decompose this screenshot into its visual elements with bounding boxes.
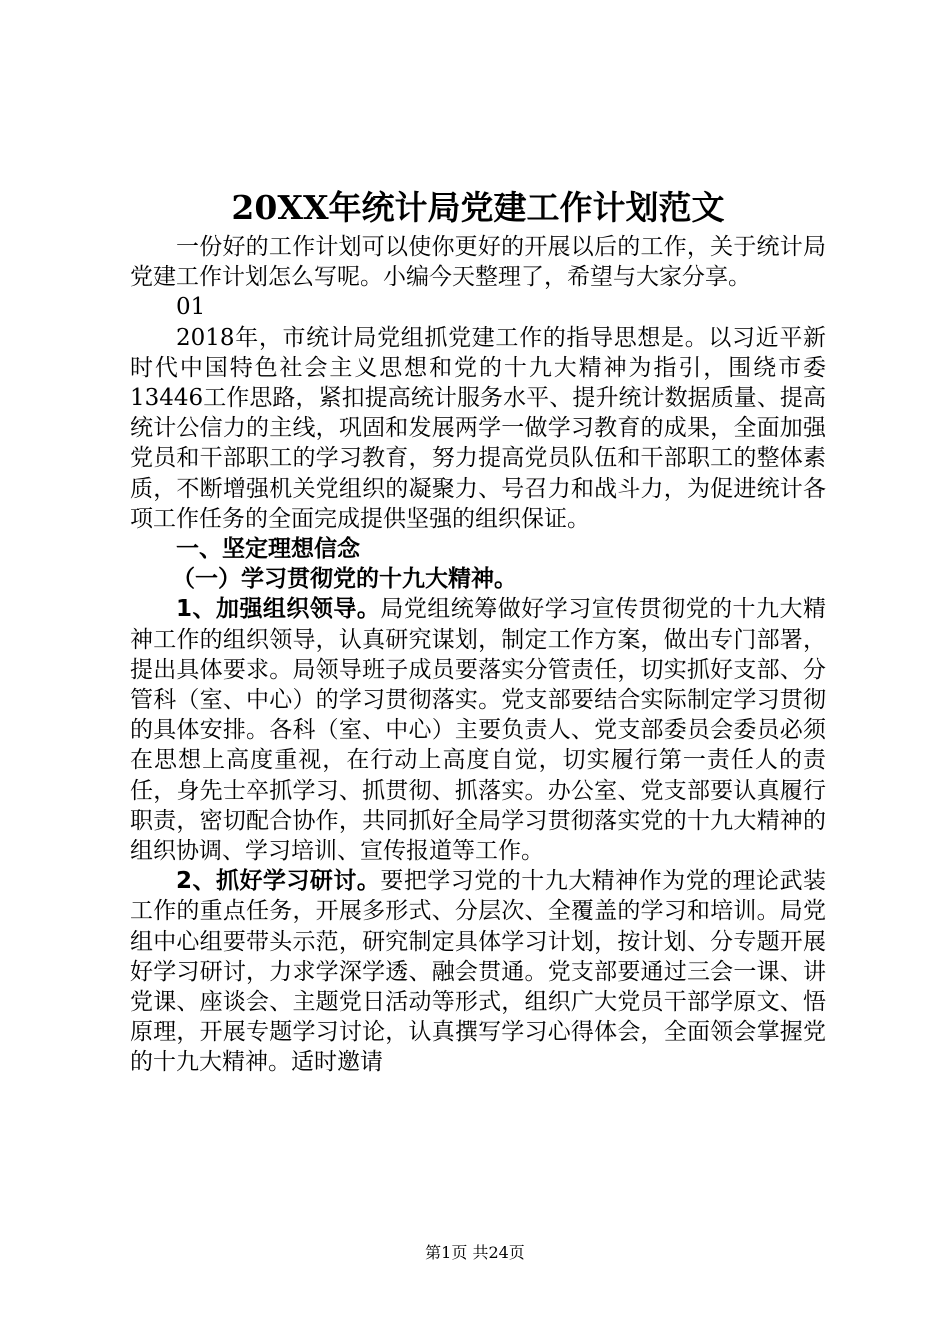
section-number: 01 (176, 294, 206, 321)
document-body (130, 186, 826, 1078)
item-2-lead: 2、抓好学习研讨。 (176, 868, 381, 895)
item-2-body: 要把学习党的十九大精神作为党的理论武装工作的重点任务，开展多形式、分层次、全覆盖的学习和培训。局党组中心组要带头示范，研究制定具体学习计划，按计划、分专题开展好学习研讨，力求学深学透、融会贯通。党支部要通过三会一课、讲党课、座谈会、主题党日活动等形式，组织广大党员干部学原文、悟原理，开展专题学习讨论，认真撰写学习心得体会，全面领会掌握党的十九大精神。适时邀请 (130, 868, 827, 1076)
item-1-lead: 1、加强组织领导。 (176, 596, 381, 623)
heading-level-2: （一）学习贯彻党的十九大精神。 (172, 566, 517, 593)
page-footer: 第1页 共24页 (425, 1243, 525, 1262)
item-2-paragraph (130, 866, 826, 1077)
item-1-paragraph (130, 594, 826, 866)
item-1-body: 局党组统筹做好学习宣传贯彻党的十九大精神工作的组织领导，认真研究谋划，制定工作方案，做出专门部署，提出具体要求。局领导班子成员要落实分管责任，切实抓好支部、分管科（室、中心）的学习贯彻落实。党支部要结合实际制定学习贯彻的具体安排。各科（室、中心）主要负责人、党支部委员会委员必须在思想上高度重视，在行动上高度自觉，切实履行第一责任人的责任，身先士卒抓学习、抓贯彻、抓落实。办公室、党支部要认真履行职责，密切配合协作，共同抓好全局学习贯彻落实党的十九大精神的组织协调、学习培训、宣传报道等工作。 (130, 596, 827, 865)
guiding-paragraph: 2018年，市统计局党组抓党建工作的指导思想是。以习近平新时代中国特色社会主义思想和党的十九大精神为指引，围绕市委13446工作思路，紧扣提高统计服务水平、提升统计数据质量、提高统计公信力的主线，巩固和发展两学一做学习教育的成果，全面加强党员和干部职工的学习教育，努力提高党员队伍和干部职工的整体素质，不断增强机关党组织的凝聚力、号召力和战斗力，为促进统计各项工作任务的全面完成提供坚强的组织保证。 (130, 324, 826, 532)
heading-level-1: 一、坚定理想信念 (176, 536, 360, 563)
document-title: 20XX年统计局党建工作计划范文 (231, 188, 725, 227)
intro-paragraph: 一份好的工作计划可以使你更好的开展以后的工作，关于统计局党建工作计划怎么写呢。小编今天整理了，希望与大家分享。 (130, 234, 826, 291)
